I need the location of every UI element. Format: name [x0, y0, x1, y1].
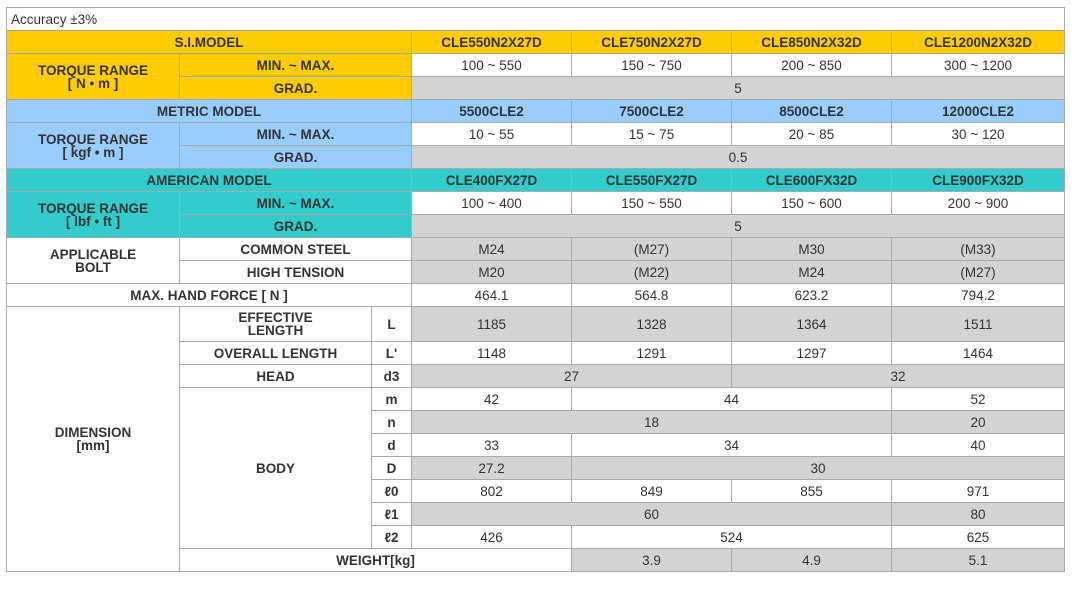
- si-model-2: CLE750N2X27D: [572, 31, 732, 54]
- american-grad-label: GRAD.: [180, 215, 412, 238]
- common-steel-4: (M33): [892, 238, 1065, 261]
- american-model-2: CLE550FX27D: [572, 169, 732, 192]
- high-tension-1: M20: [412, 261, 572, 284]
- metric-minmax-row: [7, 123, 1065, 146]
- si-grad-label: GRAD.: [180, 77, 412, 100]
- effective-length-label: [180, 307, 372, 342]
- weight-3: 5.1: [892, 549, 1065, 572]
- symbol-D: D: [372, 457, 412, 480]
- symbol-l1: ℓ1: [372, 503, 412, 526]
- body-m-1: 42: [412, 388, 572, 411]
- metric-grad-value: 0.5: [412, 146, 1065, 169]
- american-torque-range-label: [7, 192, 180, 238]
- si-torque-range-label: [7, 54, 180, 100]
- body-l2-2: 524: [572, 526, 892, 549]
- hand-force-1: 464.1: [412, 284, 572, 307]
- metric-model-4: 12000CLE2: [892, 100, 1065, 123]
- high-tension-3: M24: [732, 261, 892, 284]
- body-l2-3: 625: [892, 526, 1065, 549]
- body-d-2: 34: [572, 434, 892, 457]
- symbol-l0: ℓ0: [372, 480, 412, 503]
- spec-table-wrapper: [6, 7, 1064, 572]
- hand-force-4: 794.2: [892, 284, 1065, 307]
- metric-model-3: 8500CLE2: [732, 100, 892, 123]
- effective-length-2: 1328: [572, 307, 732, 342]
- effective-length-title-2: LENGTH: [247, 323, 304, 338]
- head-label: HEAD: [180, 365, 372, 388]
- overall-length-2: 1291: [572, 342, 732, 365]
- bolt-common-steel-row: [7, 238, 1065, 261]
- american-model-header-row: [7, 169, 1065, 192]
- applicable-bolt-label: [7, 238, 180, 284]
- body-l2-1: 426: [412, 526, 572, 549]
- hand-force-3: 623.2: [732, 284, 892, 307]
- metric-model-2: 7500CLE2: [572, 100, 732, 123]
- high-tension-2: (M22): [572, 261, 732, 284]
- metric-model-label: METRIC MODEL: [7, 100, 412, 123]
- metric-torque-unit: [ kgf • m ]: [62, 144, 124, 160]
- si-minmax-3: 200 ~ 850: [732, 54, 892, 77]
- metric-minmax-3: 20 ~ 85: [732, 123, 892, 146]
- metric-minmax-4: 30 ~ 120: [892, 123, 1065, 146]
- metric-model-header-row: [7, 100, 1065, 123]
- si-minmax-row: [7, 54, 1065, 77]
- common-steel-3: M30: [732, 238, 892, 261]
- si-minmax-4: 300 ~ 1200: [892, 54, 1065, 77]
- si-model-1: CLE550N2X27D: [412, 31, 572, 54]
- body-m-3: 52: [892, 388, 1065, 411]
- effective-length-3: 1364: [732, 307, 892, 342]
- body-label: BODY: [180, 388, 372, 549]
- symbol-d: d: [372, 434, 412, 457]
- body-l0-3: 855: [732, 480, 892, 503]
- dimension-title: DIMENSION: [54, 425, 132, 440]
- applicable-bolt-subtitle: BOLT: [75, 259, 111, 275]
- common-steel-2: (M27): [572, 238, 732, 261]
- body-l1-2: 80: [892, 503, 1065, 526]
- common-steel-label: COMMON STEEL: [180, 238, 412, 261]
- body-d-1: 33: [412, 434, 572, 457]
- body-l0-2: 849: [572, 480, 732, 503]
- symbol-L-prime: L': [372, 342, 412, 365]
- hand-force-label: MAX. HAND FORCE [ N ]: [7, 284, 412, 307]
- american-model-3: CLE600FX32D: [732, 169, 892, 192]
- american-grad-value: 5: [412, 215, 1065, 238]
- body-n-1: 18: [412, 411, 892, 434]
- si-model-4: CLE1200N2X32D: [892, 31, 1065, 54]
- torque-wrench-spec-table: [6, 7, 1065, 572]
- american-model-4: CLE900FX32D: [892, 169, 1065, 192]
- metric-torque-range-label: [7, 123, 180, 169]
- body-D-1: 27.2: [412, 457, 572, 480]
- body-l0-1: 802: [412, 480, 572, 503]
- weight-label: WEIGHT[kg]: [180, 549, 572, 572]
- high-tension-label: HIGH TENSION: [180, 261, 412, 284]
- metric-minmax-2: 15 ~ 75: [572, 123, 732, 146]
- effective-length-row: [7, 307, 1065, 342]
- effective-length-4: 1511: [892, 307, 1065, 342]
- effective-length-1: 1185: [412, 307, 572, 342]
- dimension-unit: [mm]: [76, 438, 110, 453]
- si-minmax-1: 100 ~ 550: [412, 54, 572, 77]
- body-n-2: 20: [892, 411, 1065, 434]
- dimension-label: [7, 307, 180, 572]
- body-l1-1: 60: [412, 503, 892, 526]
- symbol-l2: ℓ2: [372, 526, 412, 549]
- overall-length-1: 1148: [412, 342, 572, 365]
- american-model-label: AMERICAN MODEL: [7, 169, 412, 192]
- weight-1: 3.9: [572, 549, 732, 572]
- accuracy-note: Accuracy ±3%: [7, 8, 1065, 31]
- overall-length-label: OVERALL LENGTH: [180, 342, 372, 365]
- body-l0-4: 971: [892, 480, 1065, 503]
- symbol-m: m: [372, 388, 412, 411]
- american-minmax-4: 200 ~ 900: [892, 192, 1065, 215]
- overall-length-4: 1464: [892, 342, 1065, 365]
- metric-torque-range-title: TORQUE RANGE: [37, 131, 148, 147]
- symbol-d3: d3: [372, 365, 412, 388]
- symbol-L: L: [372, 307, 412, 342]
- overall-length-3: 1297: [732, 342, 892, 365]
- si-model-header-row: [7, 31, 1065, 54]
- high-tension-4: (M27): [892, 261, 1065, 284]
- body-D-2: 30: [572, 457, 1065, 480]
- american-minmax-row: [7, 192, 1065, 215]
- si-minmax-2: 150 ~ 750: [572, 54, 732, 77]
- metric-minmax-label: MIN. ~ MAX.: [180, 123, 412, 146]
- symbol-n: n: [372, 411, 412, 434]
- effective-length-title: EFFECTIVE: [238, 310, 313, 325]
- american-minmax-2: 150 ~ 550: [572, 192, 732, 215]
- american-torque-range-title: TORQUE RANGE: [37, 200, 148, 216]
- si-grad-value: 5: [412, 77, 1065, 100]
- body-m-2: 44: [572, 388, 892, 411]
- metric-model-1: 5500CLE2: [412, 100, 572, 123]
- accuracy-row: [7, 8, 1065, 31]
- si-torque-unit: [ N • m ]: [67, 75, 119, 91]
- metric-grad-label: GRAD.: [180, 146, 412, 169]
- head-d3-2: 32: [732, 365, 1065, 388]
- si-model-label: S.I.MODEL: [7, 31, 412, 54]
- hand-force-2: 564.8: [572, 284, 732, 307]
- si-torque-range-title: TORQUE RANGE: [37, 62, 148, 78]
- common-steel-1: M24: [412, 238, 572, 261]
- metric-minmax-1: 10 ~ 55: [412, 123, 572, 146]
- head-d3-1: 27: [412, 365, 732, 388]
- american-torque-unit: [ lbf • ft ]: [65, 213, 121, 229]
- si-minmax-label: MIN. ~ MAX.: [180, 54, 412, 77]
- american-minmax-3: 150 ~ 600: [732, 192, 892, 215]
- american-minmax-1: 100 ~ 400: [412, 192, 572, 215]
- hand-force-row: [7, 284, 1065, 307]
- applicable-bolt-title: APPLICABLE: [49, 246, 137, 262]
- weight-2: 4.9: [732, 549, 892, 572]
- american-model-1: CLE400FX27D: [412, 169, 572, 192]
- american-minmax-label: MIN. ~ MAX.: [180, 192, 412, 215]
- si-model-3: CLE850N2X32D: [732, 31, 892, 54]
- body-d-3: 40: [892, 434, 1065, 457]
